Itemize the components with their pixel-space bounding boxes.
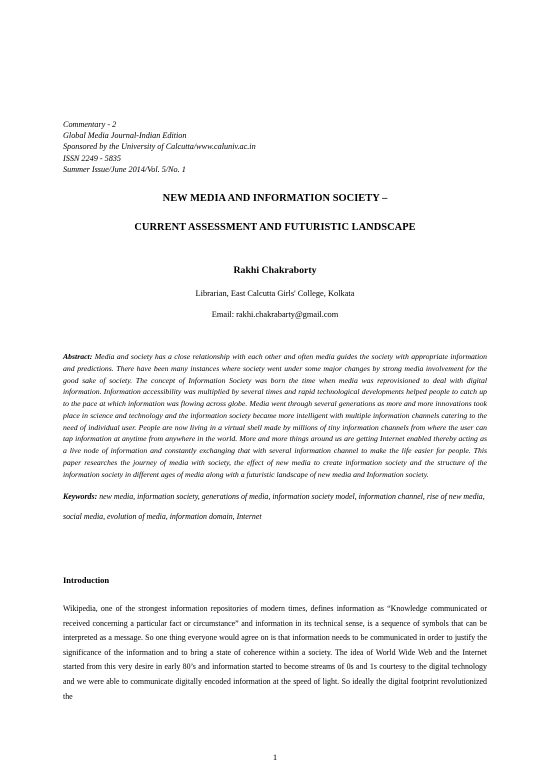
abstract [63, 351, 487, 480]
author-email: Email: rakhi.chakrabarty@gmail.com [211, 310, 339, 319]
header-issn: ISSN 2249 - 5835 [63, 153, 121, 163]
keywords-text: new media, information society, generations of media, information society model, information channel, rise of new media, social media, evolution of media, information domain, Internet [63, 492, 485, 521]
keywords [63, 487, 493, 526]
paper-title-line-1: NEW MEDIA AND INFORMATION SOCIETY – [162, 193, 388, 204]
paper-title-line-2: CURRENT ASSESSMENT AND FUTURISTIC LANDSCAPE [134, 222, 416, 233]
abstract-label: Abstract: [63, 352, 93, 361]
header-issue: Summer Issue/June 2014/Vol. 5/No. 1 [63, 164, 186, 174]
header-commentary: Commentary - 2 [63, 120, 117, 129]
journal-header [63, 119, 483, 175]
keywords-label: Keywords: [63, 492, 98, 501]
header-journal-name: Global Media Journal-Indian Edition [63, 131, 187, 141]
introduction-paragraph: Wikipedia, one of the strongest information repositories of modern times, defines information as “Knowledge communicated or received concerning a particular fact or circumstance” and information in its technical sense, is a sequence of symbols that can be interpreted as a message. So one thing everyone would agree on is that information needs to be communicated in order to justify the significance of the information and to bring a state of coherence within a society. The idea of World Wide Web and the Internet started from this very desire in early 80’s and information started to become streams of 0s and 1s courtesy to the digital technology and we were able to communicate digitally encoded information at the speed of light. So ideally the digital footprint revolutionized the [63, 604, 487, 701]
author-affiliation: Librarian, East Calcutta Girls' College, Kolkata [195, 289, 355, 298]
abstract-text: Media and society has a close relationship with each other and often media guides the society with appropriate information and predictions. There have been many instances where society went under some major changes by strong media involvement for the good sake of society. The concept of Information Society was born the time when media was reprovisioned to deal with digital information. Information accessibility was multiplied by several times and rapid technological developments helped people to catch up to the pace at which information was flowing across globe. Media went through several generations as more and more innovations took place in science and technology and the information society became more intelligent with multiple information channels catering to the need of individual user. People are now living in a virtual shell made by millions of tiny information channels from where the user can tap information at anytime from anywhere in the world. More and more things around us are getting Internet enabled thereby acting as a live node of information and constantly exchanging that with several information channel to make the life easier for people. This paper researches the journey of media with society, the effect of new media to create information society and the structure of the information society in different ages of media along with a futuristic landscape of new media and Information society. [63, 352, 487, 479]
author-name: Rakhi Chakraborty [233, 265, 317, 276]
introduction-heading: Introduction [63, 575, 110, 585]
page-number: 1 [272, 752, 278, 762]
header-sponsor: Sponsored by the University of Calcutta/www.caluniv.ac.in [63, 142, 256, 152]
